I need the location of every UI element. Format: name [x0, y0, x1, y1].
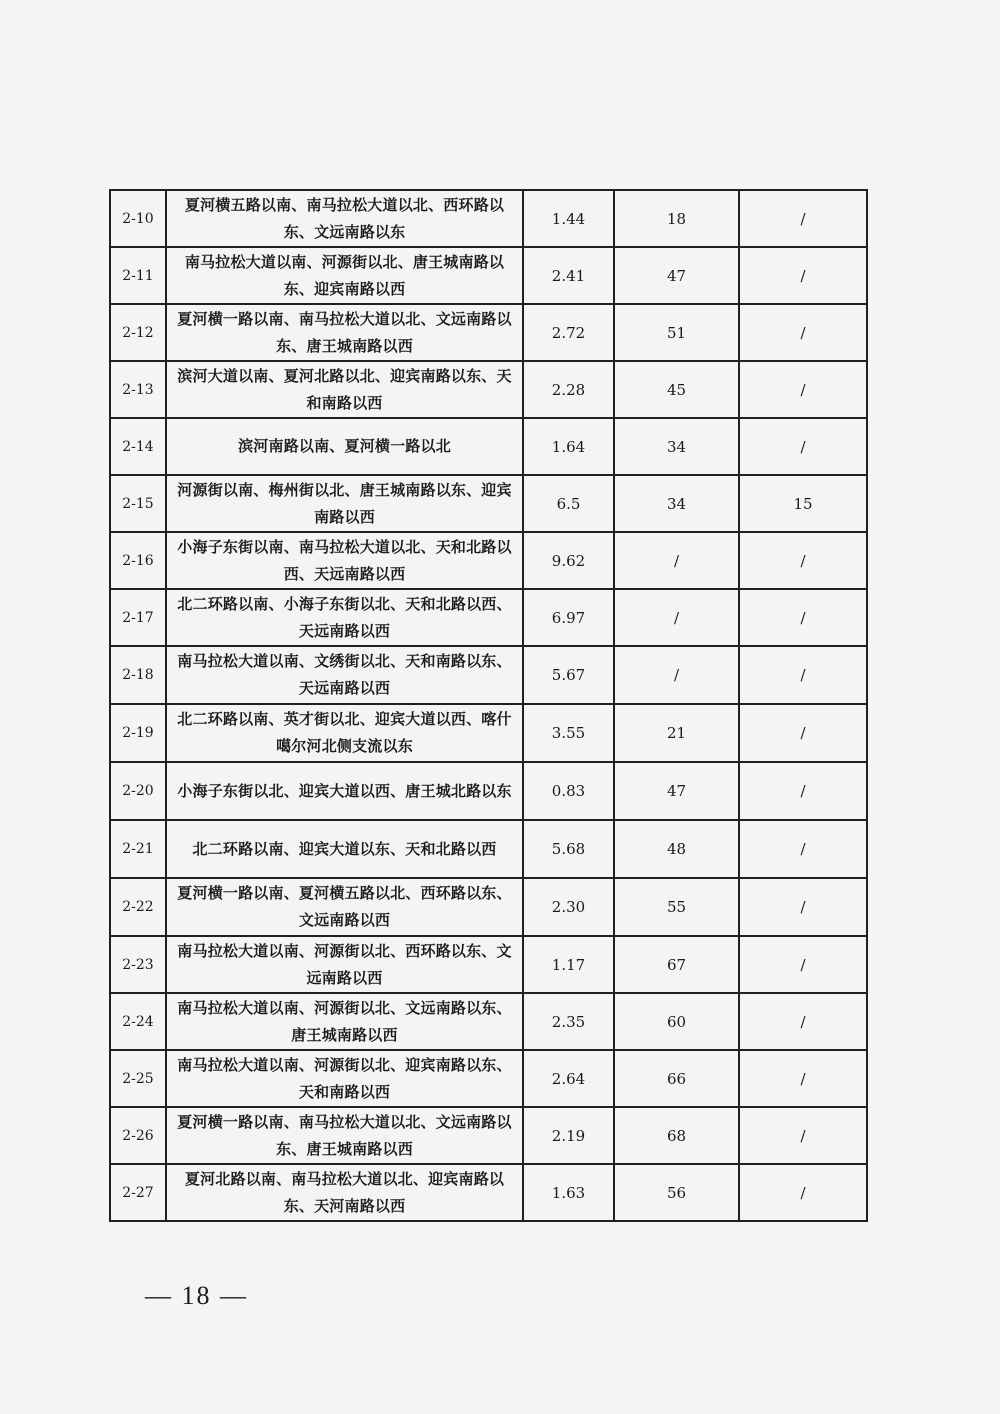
area-cell: 2.30 [523, 878, 614, 936]
table-row [110, 1164, 867, 1221]
plot-table-body [110, 190, 867, 1221]
location-cell: 河源街以南、梅州街以北、唐王城南路以东、迎宾南路以西 [166, 475, 523, 532]
location-cell: 南马拉松大道以南、河源街以北、西环路以东、文远南路以西 [166, 936, 523, 993]
plot-code-cell: 2-26 [110, 1107, 166, 1164]
value-cell: / [614, 532, 739, 589]
location-cell: 南马拉松大道以南、文绣街以北、天和南路以东、天远南路以西 [166, 646, 523, 704]
table-row [110, 820, 867, 878]
table-row [110, 190, 867, 247]
area-cell: 2.35 [523, 993, 614, 1050]
location-cell: 小海子东街以北、迎宾大道以西、唐王城北路以东 [166, 762, 523, 820]
value-cell: 15 [739, 475, 867, 532]
value-cell: 68 [614, 1107, 739, 1164]
value-cell: 55 [614, 878, 739, 936]
location-cell: 南马拉松大道以南、河源街以北、唐王城南路以东、迎宾南路以西 [166, 247, 523, 304]
plot-code-cell: 2-18 [110, 646, 166, 704]
area-cell: 6.5 [523, 475, 614, 532]
table-row [110, 993, 867, 1050]
value-cell: / [739, 589, 867, 646]
area-cell: 2.28 [523, 361, 614, 418]
plot-code-cell: 2-17 [110, 589, 166, 646]
plot-code-cell: 2-21 [110, 820, 166, 878]
plot-code-cell: 2-19 [110, 704, 166, 762]
value-cell: / [739, 704, 867, 762]
table-row [110, 418, 867, 475]
value-cell: 45 [614, 361, 739, 418]
plot-code-cell: 2-22 [110, 878, 166, 936]
value-cell: / [739, 762, 867, 820]
value-cell: 48 [614, 820, 739, 878]
table-row [110, 589, 867, 646]
table-row [110, 1107, 867, 1164]
value-cell: / [739, 190, 867, 247]
value-cell: / [614, 646, 739, 704]
value-cell: / [739, 361, 867, 418]
location-cell: 滨河南路以南、夏河横一路以北 [166, 418, 523, 475]
plot-code-cell: 2-14 [110, 418, 166, 475]
location-cell: 夏河横五路以南、南马拉松大道以北、西环路以东、文远南路以东 [166, 190, 523, 247]
value-cell: / [739, 247, 867, 304]
value-cell: / [614, 589, 739, 646]
location-cell: 北二环路以南、英才街以北、迎宾大道以西、喀什噶尔河北侧支流以东 [166, 704, 523, 762]
plot-code-cell: 2-20 [110, 762, 166, 820]
plot-code-cell: 2-25 [110, 1050, 166, 1107]
plot-code-cell: 2-23 [110, 936, 166, 993]
value-cell: 21 [614, 704, 739, 762]
value-cell: 56 [614, 1164, 739, 1221]
table-row [110, 304, 867, 361]
table-row [110, 361, 867, 418]
area-cell: 2.64 [523, 1050, 614, 1107]
table-row [110, 878, 867, 936]
table-row [110, 475, 867, 532]
area-cell: 2.41 [523, 247, 614, 304]
area-cell: 2.19 [523, 1107, 614, 1164]
location-cell: 滨河大道以南、夏河北路以北、迎宾南路以东、天和南路以西 [166, 361, 523, 418]
plot-table [109, 189, 868, 1222]
value-cell: / [739, 1164, 867, 1221]
value-cell: 47 [614, 762, 739, 820]
plot-code-cell: 2-10 [110, 190, 166, 247]
area-cell: 6.97 [523, 589, 614, 646]
table-row [110, 936, 867, 993]
area-cell: 3.55 [523, 704, 614, 762]
plot-code-cell: 2-12 [110, 304, 166, 361]
value-cell: / [739, 820, 867, 878]
location-cell: 夏河横一路以南、夏河横五路以北、西环路以东、文远南路以西 [166, 878, 523, 936]
area-cell: 1.17 [523, 936, 614, 993]
table-row [110, 247, 867, 304]
location-cell: 夏河横一路以南、南马拉松大道以北、文远南路以东、唐王城南路以西 [166, 304, 523, 361]
value-cell: / [739, 532, 867, 589]
table-row [110, 532, 867, 589]
location-cell: 南马拉松大道以南、河源街以北、文远南路以东、唐王城南路以西 [166, 993, 523, 1050]
plot-code-cell: 2-13 [110, 361, 166, 418]
area-cell: 2.72 [523, 304, 614, 361]
area-cell: 1.63 [523, 1164, 614, 1221]
table-row [110, 646, 867, 704]
value-cell: / [739, 646, 867, 704]
value-cell: / [739, 878, 867, 936]
table-row [110, 762, 867, 820]
plot-code-cell: 2-11 [110, 247, 166, 304]
location-cell: 夏河北路以南、南马拉松大道以北、迎宾南路以东、天河南路以西 [166, 1164, 523, 1221]
value-cell: 67 [614, 936, 739, 993]
value-cell: 34 [614, 418, 739, 475]
location-cell: 北二环路以南、迎宾大道以东、天和北路以西 [166, 820, 523, 878]
plot-code-cell: 2-24 [110, 993, 166, 1050]
area-cell: 9.62 [523, 532, 614, 589]
value-cell: 60 [614, 993, 739, 1050]
plot-code-cell: 2-15 [110, 475, 166, 532]
area-cell: 5.67 [523, 646, 614, 704]
value-cell: 66 [614, 1050, 739, 1107]
plot-code-cell: 2-27 [110, 1164, 166, 1221]
value-cell: / [739, 1050, 867, 1107]
location-cell: 小海子东街以南、南马拉松大道以北、天和北路以西、天远南路以西 [166, 532, 523, 589]
plot-code-cell: 2-16 [110, 532, 166, 589]
location-cell: 北二环路以南、小海子东街以北、天和北路以西、天远南路以西 [166, 589, 523, 646]
value-cell: 51 [614, 304, 739, 361]
area-cell: 1.44 [523, 190, 614, 247]
value-cell: / [739, 1107, 867, 1164]
location-cell: 南马拉松大道以南、河源街以北、迎宾南路以东、天和南路以西 [166, 1050, 523, 1107]
table-row [110, 704, 867, 762]
page-number: — 18 — [145, 1281, 248, 1310]
value-cell: / [739, 993, 867, 1050]
area-cell: 0.83 [523, 762, 614, 820]
value-cell: / [739, 304, 867, 361]
table-row [110, 1050, 867, 1107]
area-cell: 1.64 [523, 418, 614, 475]
area-cell: 5.68 [523, 820, 614, 878]
value-cell: 18 [614, 190, 739, 247]
value-cell: 47 [614, 247, 739, 304]
value-cell: / [739, 418, 867, 475]
value-cell: / [739, 936, 867, 993]
value-cell: 34 [614, 475, 739, 532]
location-cell: 夏河横一路以南、南马拉松大道以北、文远南路以东、唐王城南路以西 [166, 1107, 523, 1164]
